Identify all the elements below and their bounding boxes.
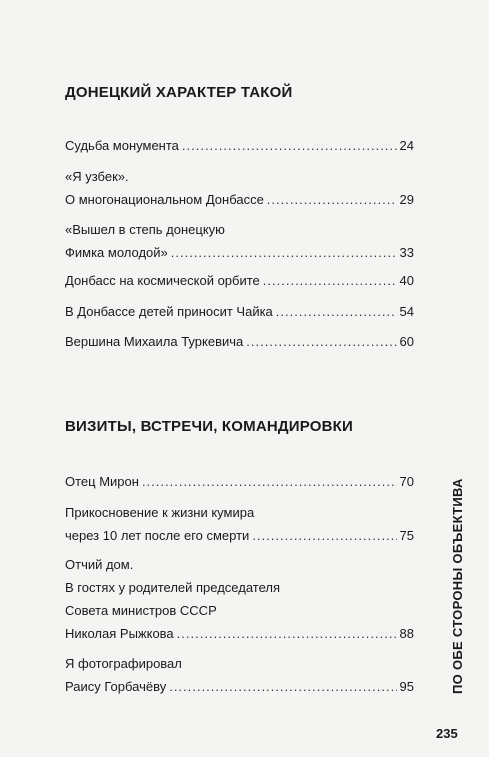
entry-title: Николая Рыжкова — [65, 626, 174, 641]
toc-entry-line — [65, 622, 414, 645]
section-title: ВИЗИТЫ, ВСТРЕЧИ, КОМАНДИРОВКИ — [65, 418, 354, 435]
leader-dots — [171, 241, 397, 264]
entry-page-number: 40 — [399, 273, 414, 288]
toc-entry — [65, 553, 414, 645]
entry-title-line: Я фотографировал — [65, 656, 182, 671]
entry-title-line: В гостях у родителей председателя — [65, 580, 281, 595]
entry-title: через 10 лет после его смерти — [65, 528, 250, 543]
leader-dots — [276, 300, 397, 323]
toc-entry — [65, 470, 414, 493]
toc-entry-line — [65, 330, 414, 353]
leader-dots — [246, 330, 396, 353]
leader-dots — [177, 622, 397, 645]
toc-entry-line — [65, 134, 414, 157]
entry-page-number: 24 — [399, 138, 414, 153]
toc-entry-line — [65, 675, 414, 698]
toc-entry-line — [65, 470, 414, 493]
toc-entry — [65, 269, 414, 292]
running-head: ПО ОБЕ СТОРОНЫ ОБЪЕКТИВА — [450, 478, 465, 694]
entry-page-number: 88 — [399, 626, 414, 641]
toc-entry — [65, 165, 414, 211]
entry-page-number: 29 — [399, 192, 414, 207]
entry-title: О многонациональном Донбассе — [65, 192, 264, 207]
entry-page-number: 33 — [399, 245, 414, 260]
entry-title-line: Отчий дом. — [65, 557, 134, 572]
entry-title: Судьба монумента — [65, 138, 179, 153]
toc-entry — [65, 218, 414, 264]
entry-title: Фимка молодой» — [65, 245, 168, 260]
toc-entry-line — [65, 269, 414, 292]
entry-page-number: 60 — [399, 334, 414, 349]
toc-entry — [65, 652, 414, 698]
toc-entry — [65, 501, 414, 547]
section-title: ДОНЕЦКИЙ ХАРАКТЕР ТАКОЙ — [65, 84, 293, 101]
toc-entry-line — [65, 188, 414, 211]
entry-title-line: «Вышел в степь донецкую — [65, 222, 225, 237]
entry-title-line: Совета министров СССР — [65, 603, 217, 618]
toc-entry-line — [65, 300, 414, 323]
leader-dots — [182, 134, 397, 157]
toc-entry — [65, 134, 414, 157]
toc-entry — [65, 330, 414, 353]
leader-dots — [142, 470, 397, 493]
entry-title: Отец Мирон — [65, 474, 139, 489]
entry-page-number: 70 — [399, 474, 414, 489]
toc-entry-line — [65, 241, 414, 264]
page-number: 235 — [436, 726, 458, 741]
entry-title-line: Прикосновение к жизни кумира — [65, 505, 255, 520]
entry-title: Донбасс на космической орбите — [65, 273, 260, 288]
entry-page-number: 75 — [399, 528, 414, 543]
leader-dots — [267, 188, 397, 211]
entry-title-line: «Я узбек». — [65, 169, 129, 184]
leader-dots — [169, 675, 396, 698]
entry-page-number: 54 — [399, 304, 414, 319]
entry-title: В Донбассе детей приносит Чайка — [65, 304, 273, 319]
leader-dots — [263, 269, 397, 292]
entry-page-number: 95 — [399, 679, 414, 694]
toc-entry-line — [65, 524, 414, 547]
leader-dots — [252, 524, 396, 547]
entry-title: Вершина Михаила Туркевича — [65, 334, 244, 349]
toc-entry — [65, 300, 414, 323]
entry-title: Раису Горбачёву — [65, 679, 167, 694]
